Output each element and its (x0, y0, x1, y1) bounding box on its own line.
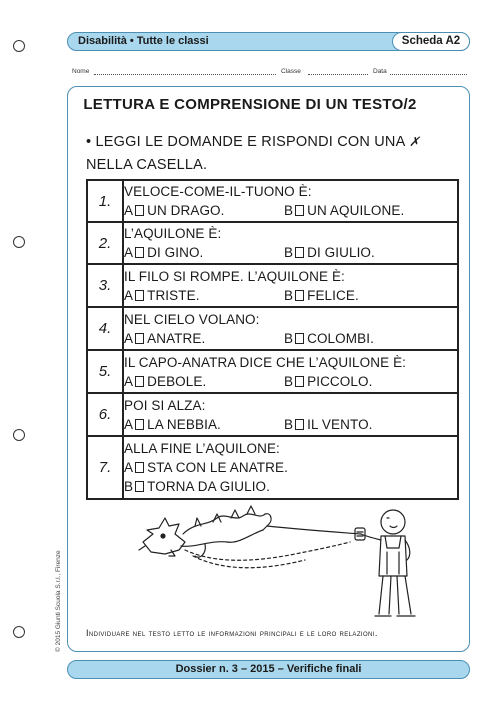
header-separator: • (129, 35, 134, 47)
question-number: 2. (87, 222, 123, 264)
question-row (87, 180, 458, 222)
question-body (123, 393, 458, 436)
option-a-text: ANATRE. (147, 330, 206, 346)
question-row (87, 222, 458, 264)
question-number: 1. (87, 180, 123, 222)
option-a-checkbox[interactable] (135, 462, 144, 473)
header-subject-line (78, 35, 209, 47)
option-b-text: DI GIULIO. (307, 245, 375, 260)
option-b-label: B (284, 287, 294, 303)
option-a-label: A (124, 203, 134, 218)
option-a-label: A (124, 416, 134, 432)
question-options (124, 201, 457, 220)
option-b-checkbox[interactable] (295, 333, 304, 344)
option-b-label: B (124, 479, 134, 494)
option-b-text: IL VENTO. (307, 416, 373, 432)
option-a-checkbox[interactable] (135, 376, 144, 387)
option-b-label: B (284, 330, 294, 346)
question-options (124, 415, 457, 434)
option-a-checkbox[interactable] (135, 333, 144, 344)
header-subject: Disabilità (78, 35, 127, 47)
option-b-label: B (284, 373, 294, 389)
question-row (87, 436, 458, 499)
instructions-bullet: • (86, 134, 92, 150)
option-a-label: A (124, 460, 134, 475)
binder-hole (13, 236, 25, 248)
questions-table (86, 179, 459, 500)
class-label: Classe (281, 68, 301, 75)
x-mark-icon: ✗ (408, 134, 420, 149)
option-a-text: LA NEBBIA. (147, 416, 221, 432)
question-text: NEL CIELO VOLANO: (124, 311, 260, 327)
question-body (123, 222, 458, 264)
option-a-checkbox[interactable] (135, 419, 144, 430)
page-title: LETTURA E COMPRENSIONE DI UN TESTO/2 (83, 96, 417, 113)
option-a-label: A (124, 373, 134, 389)
question-number: 7. (87, 436, 123, 499)
question-options (124, 329, 457, 348)
option-b-text: UN AQUILONE. (307, 203, 405, 218)
name-field[interactable] (94, 68, 276, 75)
instructions (86, 130, 466, 177)
footer-bar: Dossier n. 3 – 2015 – Verifiche finali (67, 660, 470, 679)
option-b-checkbox[interactable] (295, 290, 304, 301)
question-number: 3. (87, 264, 123, 307)
option-a-text: DI GINO. (147, 245, 204, 260)
option-b-checkbox[interactable] (295, 419, 304, 430)
question-text: VELOCE-COME-IL-TUONO È: (124, 184, 312, 199)
header-bar (67, 32, 470, 51)
question-number: 6. (87, 393, 123, 436)
question-row (87, 393, 458, 436)
date-field[interactable] (390, 68, 467, 75)
question-body (123, 436, 458, 499)
question-number: 5. (87, 350, 123, 393)
option-b-label: B (284, 416, 294, 432)
instructions-line-1: LEGGI LE DOMANDE E RISPONDI CON UNA (95, 134, 405, 150)
option-b-checkbox[interactable] (295, 376, 304, 387)
option-b-text: COLOMBI. (307, 330, 374, 346)
question-options (124, 286, 457, 305)
question-body (123, 180, 458, 222)
sheet-label: Scheda A2 (392, 32, 470, 51)
question-body (123, 307, 458, 350)
option-b-label: B (284, 245, 294, 260)
option-a-label: A (124, 245, 134, 260)
binder-hole (13, 429, 25, 441)
header-classes: Tutte le classi (136, 35, 209, 47)
option-b-checkbox[interactable] (295, 205, 304, 216)
question-options (124, 243, 457, 262)
option-a-checkbox[interactable] (135, 205, 144, 216)
instructions-line-2: NELLA CASELLA. (86, 157, 208, 173)
option-b-label: B (284, 203, 294, 218)
kite-boy-illustration (135, 504, 425, 629)
option-a-text: DEBOLE. (147, 373, 207, 389)
option-a-checkbox[interactable] (135, 290, 144, 301)
option-a-text: UN DRAGO. (147, 203, 225, 218)
question-row (87, 264, 458, 307)
option-a-label: A (124, 330, 134, 346)
name-label: Nome (72, 68, 90, 75)
binder-hole (13, 626, 25, 638)
date-label: Data (373, 68, 387, 75)
question-number: 4. (87, 307, 123, 350)
option-b-text: PICCOLO. (307, 373, 373, 389)
learning-objective-note: Individuare nel testo letto le informazioni principali e le loro relazioni. (86, 628, 378, 638)
question-text: ALLA FINE L’AQUILONE: (124, 441, 280, 456)
question-option-a (124, 458, 457, 477)
question-option-b (124, 477, 457, 496)
question-options (124, 372, 457, 391)
class-field[interactable] (308, 68, 368, 75)
question-text: IL CAPO-ANATRA DICE CHE L’AQUILONE È: (124, 354, 407, 370)
copyright-text: © 2015 Giunti Scuola S.r.l., Firenze (55, 550, 62, 652)
option-b-checkbox[interactable] (295, 247, 304, 258)
option-b-text: TORNA DA GIULIO. (147, 479, 270, 494)
question-row (87, 307, 458, 350)
question-body (123, 350, 458, 393)
option-b-checkbox[interactable] (135, 481, 144, 492)
question-text: L’AQUILONE È: (124, 226, 222, 241)
binder-hole (13, 40, 25, 52)
question-body (123, 264, 458, 307)
option-b-text: FELICE. (307, 287, 359, 303)
option-a-text: TRISTE. (147, 287, 200, 303)
option-a-checkbox[interactable] (135, 247, 144, 258)
question-row (87, 350, 458, 393)
option-a-label: A (124, 287, 134, 303)
question-text: POI SI ALZA: (124, 397, 206, 413)
option-a-text: STA CON LE ANATRE. (147, 460, 288, 475)
question-text: IL FILO SI ROMPE. L’AQUILONE È: (124, 268, 345, 284)
